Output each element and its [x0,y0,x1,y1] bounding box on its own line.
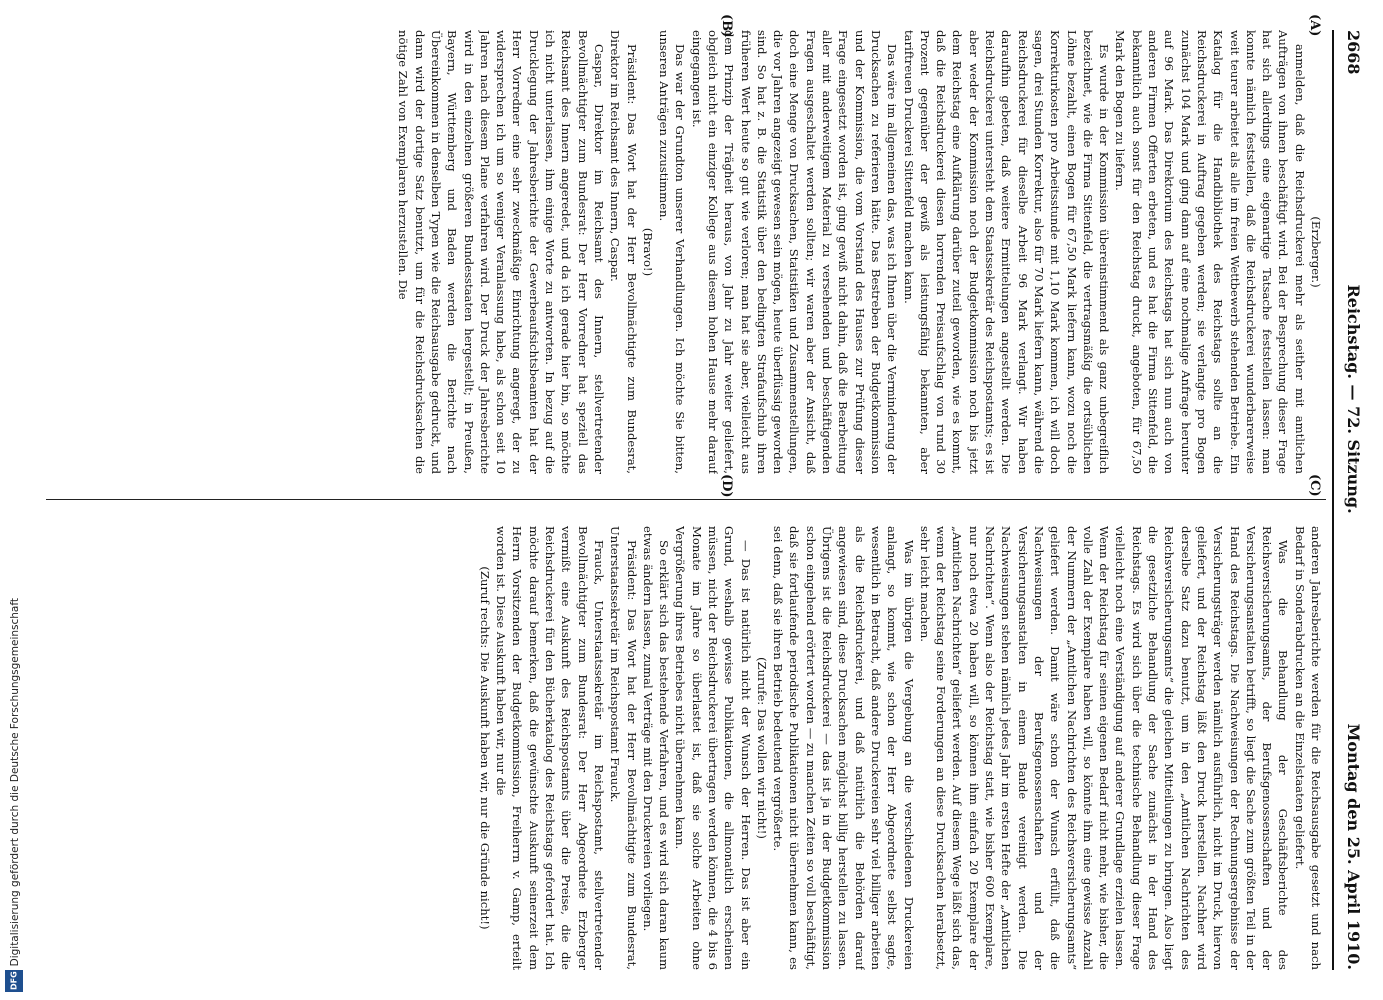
paragraph: Frauck, Unterstaatssekretär im Reichspostamt, stellvertretender Bevollmächtigter zum Bundesrat: Der Herr Abgeordnete Erzberger vermißt eine Auskunft des Reichspostamts über die Preise, die die Reichsdruckerei für den Bücherkatalog des Reichstags gefordert hat. Ich möchte darauf bemerken, daß die gewünschte Auskunft seinerzeit dem Herrn Vorsitzenden der Budgetkommission, Freiherrn v. Gamp, erteilt worden ist. Diese Auskunft haben wir, nur die [494,526,606,970]
paragraph: (Zuruf rechts: Die Auskunft haben wir, nur die Gründe nicht!) [477,566,492,930]
page-date: Montag den 25. April 1910. [1344,723,1364,970]
digitization-credit-text: Digitalisierung gefördert durch die Deutsche Forschungsgemeinschaft [9,597,21,966]
page-title: Reichstag. — 72. Sitzung. [1344,284,1364,514]
paragraph: Das wäre im allgemeinen das, was ich Ihnen über die Verminderung der Drucksachen zu referieren hätte. Das Bestreben der Budgetkommission und der Kommission, die vom Vorstand des Hauses zur Prüfung dieser Frage eingesetzt worden ist, ging gewiß nicht dahin, daß die Bearbeitung aller mit anderweitigem Material zu versehenden und beschäftigenden Fragen ausgeschaltet werden sollten; wir waren aber der Ansicht, daß doch eine Menge von Drucksachen, Statistiken und Zusammenstellungen, die vor Jahren angezeigt gewesen sein mögen, heute überflüssig geworden sind. So hat z. B. die Statistik über den bedingten Strafaufschub ihren früheren Wert heute so gut wie verloren; man hat sie aber, vielleicht aus dem Prinzip der Trägheit heraus, von Jahr zu Jahr weiter geliefert, obgleich nicht ein einziger Kollege aus diesem hohen Hause mehr darauf eingegangen ist. [689,30,900,474]
digitization-credit [4,0,26,1000]
paragraph: Präsident: Das Wort hat der Herr Bevollmächtigte zum Bundesrat, Unterstaatssekretär im Reichspostamt Frauck. [608,526,639,970]
column-divider [46,499,1326,500]
paragraph: Das war der Grundton unserer Verhandlungen. Ich möchte Sie bitten, unseren Anträgen zuzustimmen. [657,30,688,474]
paragraph: Was im übrigen die Vergebung an die verschiedenen Druckereien anlangt, so kommt, wie schon der Herr Abgeordnete selbst sagte, wesentlich in Betracht, daß andere Druckereien sehr viel billiger arbeiten als die Reichsdruckerei, und daß natürlich die Behörden darauf angewiesen sind, diese Drucksachen möglichst billig herstellen zu lassen. Übrigens ist die Reichsdruckerei — das ist ja in der Budgetkommission schon eingehend erörtert worden — zu manchen Zeiten so voll beschäftigt, daß sie fortlaufende periodische Publikationen nicht übernehmen kann, es sei denn, daß sie ihren Betrieb bedeutend vergrößerte. [771,526,916,970]
paragraph: anderen Jahresberichte werden für die Reichsausgabe gesetzt und nach Bedarf in Sonderabdrucken an die Einzelstaaten geliefert. [1292,526,1323,970]
margin-marker-b: (B) [719,14,734,38]
dfg-logo: DFG [5,970,23,992]
paragraph: Was die Behandlung der Geschäftsberichte des Reichsversicherungsamts, der Berufsgenossenschaften und der Versicherungsanstalten betrifft, so liegt die Sache zum größten Teil in der Hand des Reichstags. Die Nachweisungen der Rechnungsergebnisse der Versicherungsträger werden nämlich ausführlich, nicht im Druck, hiervon geliefert, und der Reichstag läßt den Druck herstellen. Nachher wird derselbe Satz dazu benutzt, um in den „Amtlichen Nachrichten des Reichsversicherungsamts“ die gleichen Mitteilungen zu bringen. Also liegt die gesetzliche Behandlung der Sache zunächst in der Hand des Reichstags. Es wird sich über die technische Behandlung dieser Frage vielleicht noch eine Verständigung auf anderer Grundlage erzielen lassen. Wenn der Reichstag für seinen eigenen Bedarf nicht mehr, wie bisher, die volle Zahl der Exemplare haben will, so könnte ihm eine gewisse Anzahl der Nummern der „Amtlichen Nachrichten des Reichsversicherungsamts“ geliefert werden. Damit wäre schon der Wunsch erfüllt, daß die Nachweisungen der Berufsgenossenschaften und der Versicherungsanstalten in einem Bande vereinigt werden. Die Nachweisungen stehen nämlich jedes Jahr im ersten Hefte der „Amtlichen Nachrichten“. Wenn also der Reichstag statt, wie bisher 600 Exemplare, nur noch etwa 20 haben will, so können ihm einfach 20 Exemplare der „Amtlichen Nachrichten“ geliefert werden. Auf diesem Wege läßt sich das, wenn der Reichstag seine Forderungen an diese Drucksachen herabsetzt, sehr leicht machen. [917,526,1291,970]
page-content [34,12,1374,988]
paragraph: (Erzberger.) [1309,216,1323,288]
margin-marker-c: (C) [1307,474,1322,497]
paragraph: Caspar, Direktor im Reichsamt des Innern, stellvertretender Bevollmächtigter zum Bundesrat: Der Herr Vorredner hat speziell das Reichsamt des Innern angeredet, und da ich gerade hier bin, so möchte ich nicht unterlassen, ihm einige Worte zu antworten. In bezug auf die Drucklegung der Jahresberichte der Gewerbeaufsichtsbeamten hat der Herr Vorredner eine sehr zweckmäßige Einrichtung angeregt, der zu widersprechen ich um so weniger Veranlassung habe, als schon seit 10 Jahren nach diesem Plane verfahren wird. Der Druck der Jahresberichte wird in den einzelnen größeren Bundesstaaten hergestellt; in Preußen, Bayern, Württemberg und Baden werden die Berichte nach Übereinkommen in denselben Typen wie die Reichsausgabe gedruckt, und dann wird der dortige Satz benutzt, um für die Reichsdrucksachen die nötige Zahl von Exemplaren herzustellen. Die [396,30,606,474]
scanned-page [34,12,1374,988]
paragraph: (Zurufe: Das wollen wir nicht!) [754,657,769,839]
margin-marker-d: (D) [719,474,734,498]
page-header [1332,30,1374,970]
paragraph: anmelden, daß die Reichsdruckerei mehr als seither mit amtlichen Aufträgen von ihnen beschäftigt wird. Bei der Besprechung dieser Frage hat sich allerdings eine eigenartige Tatsache feststellen lassen: man konnte nämlich feststellen, daß die Reichsdruckerei wunderbarerweise weit teurer arbeitet als alle im freien Wettbewerb stehenden Betriebe. Ein Katalog für die Handbibliothek des Reichstags sollte an die Reichsdruckerei in Auftrag gegeben werden; sie verlangte pro Bogen zunächst 104 Mark und ging dann auf eine nochmalige Anfrage herunter auf 96 Mark. Das Direktorium des Reichstags hat sich nun auch von anderen Firmen Offerten erbeten, und es hat die Firma Sittenfeld, die bekanntlich auch sonst für den Reichstag druckt, angeboten, für 67,50 Mark den Bogen zu liefern. [1113,30,1307,474]
left-column [49,30,1324,474]
paragraph: (Bravo!) [640,227,655,277]
paragraph: So erklärt sich das bestehende Verfahren, und es wird sich daran kaum etwas ändern lassen, zumal Verträge mit den Druckereien vorliegen. [640,526,672,970]
page-number: 2668 [1344,30,1364,75]
paragraph: Es wurde in der Kommission übereinstimmend als ganz unbegreiflich bezeichnet, wie die Firma Sittenfeld, die vertragsmäßig die ortsüblichen Löhne bezahlt, einen Bogen für 67,50 Mark liefern kann, wozu noch die Korrekturkosten pro Arbeitsstunde mit 1,10 Mark kommen, ich will doch sagen, drei Stunden Korrektur, also für 70 Mark liefern kann, während die Reichsdruckerei für dieselbe Arbeit 96 Mark verlangt. Wir haben daraufhin gebeten, daß weitere Ermittelungen angestellt werden. Die Reichsdruckerei untersteht dem Staatssekretär des Reichspostamts; es ist aber weder der Kommission noch der Budgetkommission noch bis jetzt dem Reichstag eine Aufklärung darüber zuteil geworden, wie es kommt, daß die Reichsdruckerei diesen horrenden Preisaufschlag von rund 30 Prozent gegenüber der gewiß als leistungsfähig bekannten, aber tariftreuen Druckerei Sittenfeld machen kann. [901,30,1112,474]
right-column [49,526,1324,970]
margin-marker-a: (A) [1307,14,1322,37]
paragraph: Präsident: Das Wort hat der Herr Bevollmächtigte zum Bundesrat, Direktor im Reichsamt des Innern, Caspar. [608,30,639,474]
paragraph: — Das ist natürlich nicht der Wunsch der Herren. Das ist aber ein Grund, weshalb gewisse Publikationen, die allmonatlich erscheinen müssen, nicht der Reichsdruckerei übertragen werden können, die 4 bis 6 Monate im Jahre so überlastet ist, daß sie solche Arbeiten ohne Vergrößerung ihres Betriebes nicht übernehmen kann. [673,526,753,970]
